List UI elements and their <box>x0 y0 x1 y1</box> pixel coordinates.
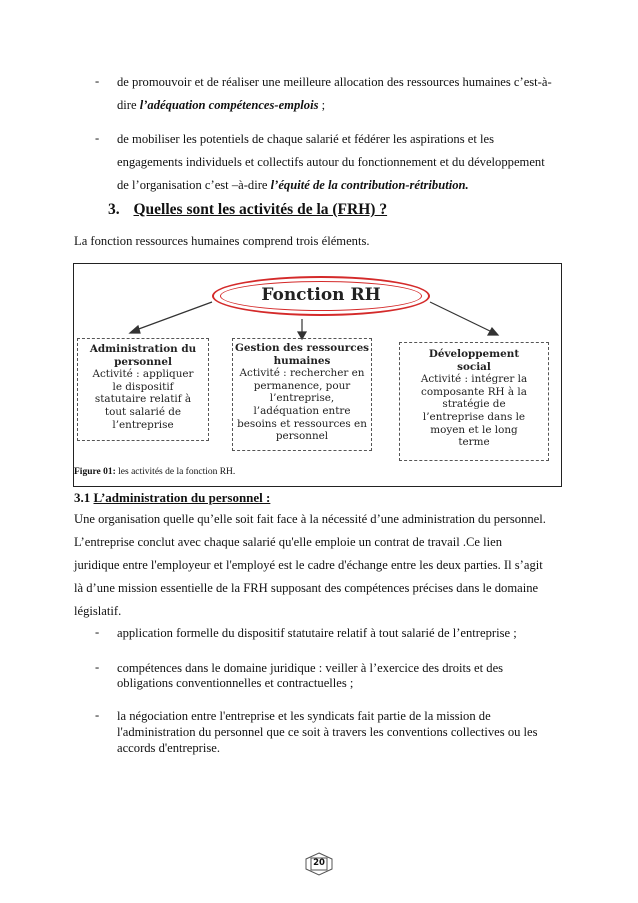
bullet-dash: - <box>95 625 100 639</box>
figure-caption <box>74 467 235 477</box>
box-body: composante RH à la <box>421 385 527 398</box>
bullet-text: compétences dans le domaine juridique : veiller à l’exercice des droits et des <box>117 661 504 675</box>
bullet-text: obligations conventionnelles et contractuelles ; <box>117 676 354 690</box>
subsection-heading <box>74 490 270 506</box>
box-title: personnel <box>114 355 172 368</box>
box-body: terme <box>458 436 490 449</box>
caption-label: Figure 01: <box>74 467 116 477</box>
page-number: 20 <box>313 858 325 868</box>
paragraph-line: Une organisation quelle qu’elle soit fait face à la nécessité d’une administration du personnel. <box>74 512 546 526</box>
bullet-dash: - <box>95 74 100 88</box>
box-body: l’entreprise <box>112 418 174 431</box>
bullet-text: l'administration du personnel que ce soit à travers les conventions collectives ou les <box>117 725 538 739</box>
bullet-dash: - <box>95 708 100 722</box>
box-body: statutaire relatif à <box>94 393 192 406</box>
box-title: humaines <box>273 354 331 367</box>
box-body: Activité : rechercher en <box>239 367 365 380</box>
paragraph-line: L’entreprise conclut avec chaque salarié qu'elle emploie un contrat de travail .Ce lien <box>74 535 503 549</box>
bullet-text: de mobiliser les potentiels de chaque salarié et fédérer les aspirations et les <box>117 132 494 146</box>
box-body: l’adéquation entre <box>253 404 351 417</box>
box-title: social <box>457 360 491 373</box>
page-number-badge <box>305 852 333 876</box>
figure-frame <box>73 263 562 487</box>
box-body: le dispositif <box>112 380 174 393</box>
box-title: Gestion des ressources <box>234 342 370 354</box>
bullet-text: accords d'entreprise. <box>117 741 220 755</box>
text-fragment: de l’organisation c’est –à-dire <box>117 178 271 192</box>
box-title: Développement <box>428 348 520 360</box>
box-title: Administration du <box>89 343 197 355</box>
emphasis-text: l’adéquation compétences-emplois <box>139 98 319 112</box>
paragraph-line: là d’une mission essentielle de la FRH supposant des compétences précises dans le domaine <box>74 581 539 595</box>
section-title: Quelles sont les activités de la (FRH) ? <box>133 201 388 218</box>
section-number: 3. <box>108 201 120 218</box>
bullet-dash: - <box>95 131 100 145</box>
paragraph-line: juridique entre l'employeur et l'employé est le cadre d'échange entre les deux parties. Il s’agit <box>74 558 543 572</box>
box-body: l’entreprise dans le <box>422 410 526 423</box>
caption-text: les activités de la fonction RH. <box>115 467 236 477</box>
bullet-text: la négociation entre l'entreprise et les syndicats fait partie de la mission de <box>117 709 491 723</box>
bullet-text: application formelle du dispositif statutaire relatif à tout salarié de l’entreprise ; <box>117 626 517 640</box>
subsection-number: 3.1 <box>74 490 94 505</box>
text-fragment: ; <box>318 98 326 112</box>
bullet-text <box>117 176 469 194</box>
figure-title: Fonction RH <box>261 285 381 305</box>
box-body: Activité : intégrer la <box>420 373 528 386</box>
box-body: personnel <box>275 430 329 443</box>
section-heading <box>108 201 387 219</box>
emphasis-text: l’équité de la contribution-rétribution. <box>270 178 469 192</box>
intro-text: La fonction ressources humaines comprend trois éléments. <box>74 234 370 248</box>
box-body: permanence, pour <box>253 379 351 392</box>
bullet-text: de promouvoir et de réaliser une meilleure allocation des ressources humaines c’est-à- <box>117 75 552 89</box>
bullet-text: engagements individuels et collectifs autour du fonctionnement et du développement <box>117 155 545 169</box>
bullet-text <box>117 96 325 114</box>
box-developpement-social <box>399 342 549 461</box>
box-body: stratégie de <box>442 398 506 411</box>
box-administration <box>77 338 209 441</box>
box-gestion-rh <box>232 338 372 451</box>
box-body: besoins et ressources en <box>237 417 367 430</box>
box-body: tout salarié de <box>104 405 182 418</box>
subsection-title: L’administration du personnel : <box>93 490 271 505</box>
paragraph-line: législatif. <box>74 604 122 618</box>
box-body: moyen et le long <box>430 423 518 436</box>
box-body: l’entreprise, <box>269 392 335 405</box>
text-fragment: dire <box>117 98 140 112</box>
bullet-dash: - <box>95 660 100 674</box>
box-body: Activité : appliquer <box>92 368 194 381</box>
